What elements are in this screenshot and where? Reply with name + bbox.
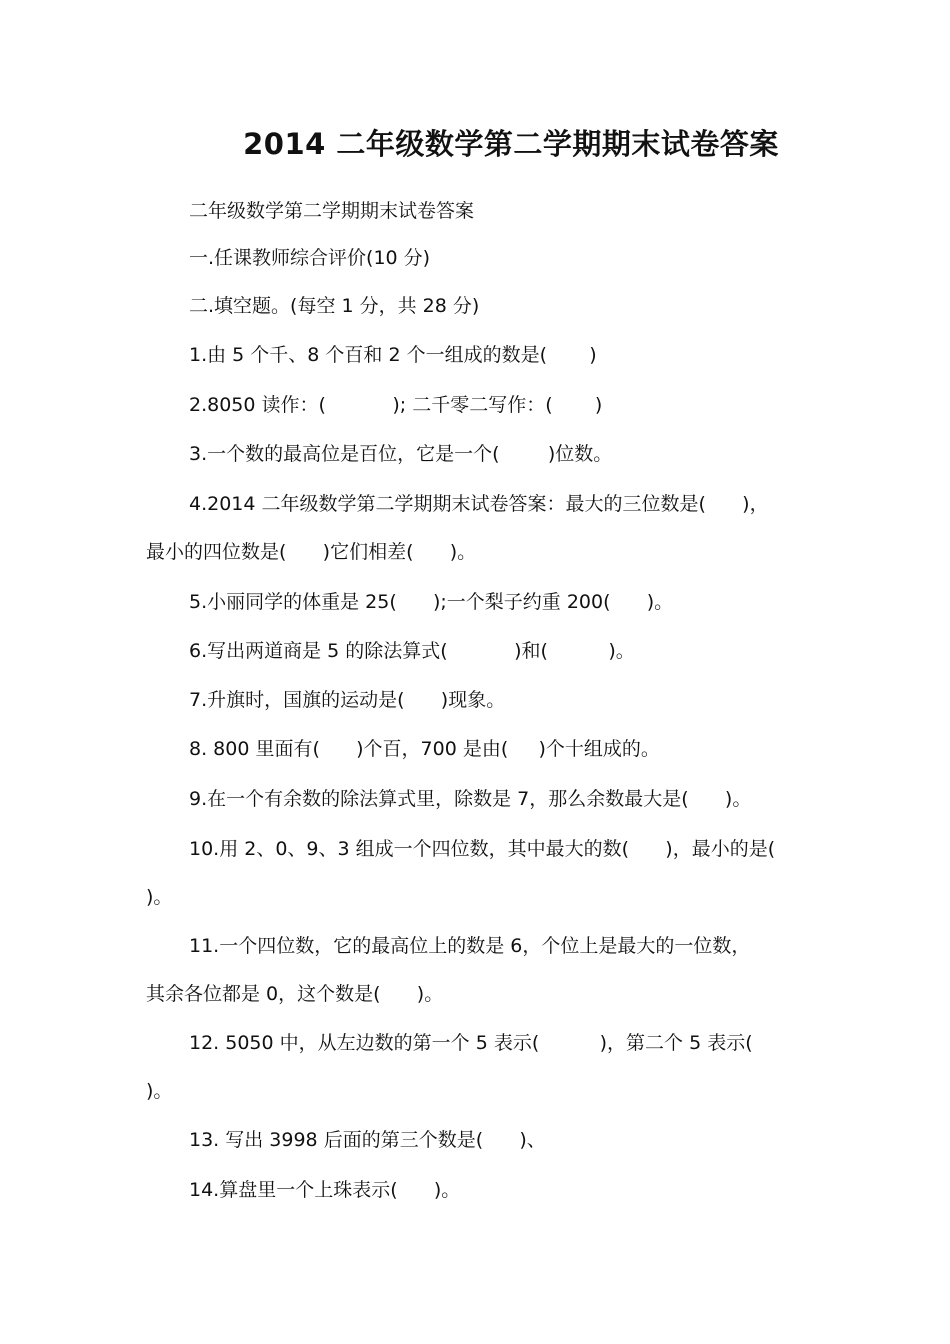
question-6: 6.写出两道商是 5 的除法算式( )和( )。 — [189, 640, 635, 662]
question-7: 7.升旗时，国旗的运动是( )现象。 — [189, 689, 506, 711]
question-10-continued: )。 — [146, 886, 173, 908]
question-9: 9.在一个有余数的除法算式里，除数是 7，那么余数最大是( )。 — [189, 788, 752, 810]
question-14: 14.算盘里一个上珠表示( )。 — [189, 1179, 461, 1201]
section-two-heading: 二.填空题。(每空 1 分，共 28 分) — [189, 295, 480, 317]
question-2: 2.8050 读作：( ); 二千零二写作：( ) — [189, 394, 603, 416]
question-4: 4.2014 二年级数学第二学期期末试卷答案：最大的三位数是( )， — [189, 493, 769, 515]
document-title: 2014 二年级数学第二学期期末试卷答案 — [243, 127, 779, 161]
question-12: 12. 5050 中，从左边数的第一个 5 表示( )，第二个 5 表示( — [189, 1032, 753, 1054]
question-1: 1.由 5 个千、8 个百和 2 个一组成的数是( ) — [189, 344, 597, 366]
question-3: 3.一个数的最高位是百位，它是一个( )位数。 — [189, 443, 613, 465]
section-one-heading: 一.任课教师综合评价(10 分) — [189, 247, 431, 269]
question-11-continued: 其余各位都是 0，这个数是( )。 — [146, 983, 444, 1005]
question-4-continued: 最小的四位数是( )它们相差( )。 — [146, 541, 477, 563]
question-11: 11.一个四位数，它的最高位上的数是 6，个位上是最大的一位数， — [189, 935, 751, 957]
question-8: 8. 800 里面有( )个百，700 是由( )个十组成的。 — [189, 738, 660, 760]
subtitle-line: 二年级数学第二学期期末试卷答案 — [189, 200, 475, 222]
question-13: 13. 写出 3998 后面的第三个数是( )、 — [189, 1129, 546, 1151]
question-10: 10.用 2、0、9、3 组成一个四位数，其中最大的数( )，最小的是( — [189, 838, 776, 860]
question-12-continued: )。 — [146, 1080, 173, 1102]
question-5: 5.小丽同学的体重是 25( );一个梨子约重 200( )。 — [189, 591, 674, 613]
